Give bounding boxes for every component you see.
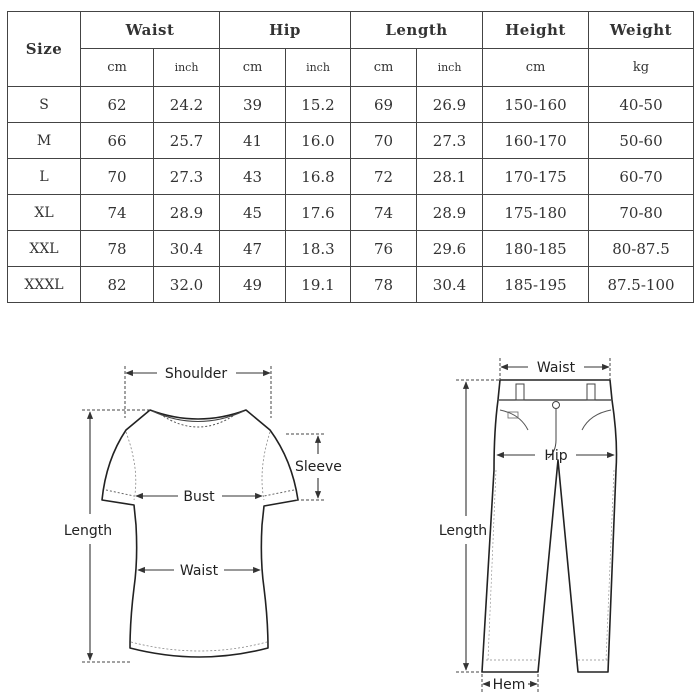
table-unit-row [8,49,694,87]
table-cell: 30.4 [154,231,220,267]
table-cell: 78 [351,267,417,303]
table-cell: 43 [220,159,286,195]
table-cell: 16.8 [286,159,351,195]
unit-cell: inch [417,49,483,87]
table-cell: 70 [81,159,154,195]
table-cell: 170-175 [483,159,589,195]
table-cell: 32.0 [154,267,220,303]
table-cell: 66 [81,123,154,159]
unit-cell: kg [589,49,694,87]
table-cell: 72 [351,159,417,195]
table-cell: 160-170 [483,123,589,159]
hip-header: Hip [220,12,351,49]
hem-label: Hem [492,677,526,693]
table-row [8,231,694,267]
table-cell: 78 [81,231,154,267]
table-row [8,123,694,159]
size-cell: XL [8,195,81,231]
table-cell: 39 [220,87,286,123]
unit-cell: inch [154,49,220,87]
table-cell: 82 [81,267,154,303]
table-row [8,267,694,303]
table-cell: 26.9 [417,87,483,123]
unit-cell: cm [351,49,417,87]
pants-length-label: Length [438,523,488,539]
shoulder-label: Shoulder [164,366,228,382]
table-cell: 180-185 [483,231,589,267]
table-cell: 47 [220,231,286,267]
table-row [8,195,694,231]
table-cell: 45 [220,195,286,231]
size-cell: L [8,159,81,195]
table-cell: 30.4 [417,267,483,303]
table-cell: 87.5-100 [589,267,694,303]
waist-header: Waist [81,12,220,49]
table-cell: 74 [81,195,154,231]
table-cell: 175-180 [483,195,589,231]
table-cell: 80-87.5 [589,231,694,267]
hip-label: Hip [544,448,568,464]
table-cell: 41 [220,123,286,159]
table-cell: 27.3 [154,159,220,195]
pants-waist-label: Waist [536,360,576,376]
table-cell: 70-80 [589,195,694,231]
bust-label: Bust [183,489,215,505]
table-cell: 150-160 [483,87,589,123]
table-cell: 27.3 [417,123,483,159]
table-header-row [8,12,694,49]
shirt-waist-label: Waist [179,563,219,579]
table-cell: 28.9 [417,195,483,231]
table-cell: 28.9 [154,195,220,231]
table-cell: 76 [351,231,417,267]
table-cell: 49 [220,267,286,303]
shirt-length-label: Length [63,523,113,539]
measurement-diagram [0,330,700,700]
unit-cell: cm [81,49,154,87]
height-header: Height [483,12,589,49]
table-cell: 70 [351,123,417,159]
weight-header: Weight [589,12,694,49]
size-cell: XXL [8,231,81,267]
table-row [8,87,694,123]
table-cell: 185-195 [483,267,589,303]
table-cell: 25.7 [154,123,220,159]
table-cell: 18.3 [286,231,351,267]
table-cell: 17.6 [286,195,351,231]
size-cell: M [8,123,81,159]
unit-cell: cm [220,49,286,87]
size-header: Size [8,12,81,87]
unit-cell: cm [483,49,589,87]
table-cell: 29.6 [417,231,483,267]
sleeve-label: Sleeve [295,459,342,475]
table-cell: 74 [351,195,417,231]
table-cell: 40-50 [589,87,694,123]
table-cell: 69 [351,87,417,123]
tshirt-illustration [64,366,342,662]
unit-cell: inch [286,49,351,87]
pants-illustration [439,358,617,693]
size-chart-table [7,11,694,303]
table-row [8,159,694,195]
table-cell: 19.1 [286,267,351,303]
length-header: Length [351,12,483,49]
table-cell: 15.2 [286,87,351,123]
size-cell: S [8,87,81,123]
table-cell: 62 [81,87,154,123]
table-cell: 50-60 [589,123,694,159]
size-cell: XXXL [8,267,81,303]
table-cell: 24.2 [154,87,220,123]
table-cell: 16.0 [286,123,351,159]
table-cell: 28.1 [417,159,483,195]
table-cell: 60-70 [589,159,694,195]
